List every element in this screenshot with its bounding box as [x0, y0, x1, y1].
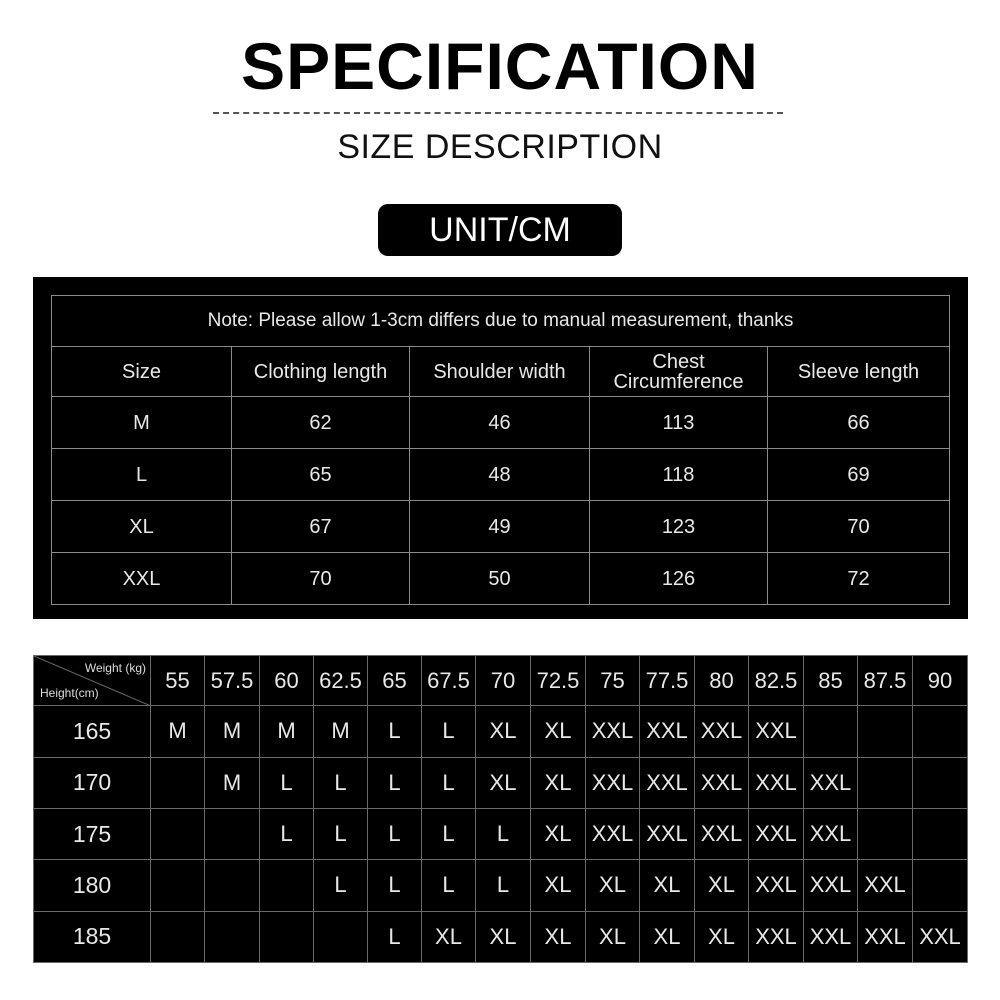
measurement-cell: 70 [232, 553, 410, 605]
recommended-size-cell: XXL [586, 706, 640, 757]
weight-header-cell: 85 [804, 656, 858, 706]
recommended-size-cell: XXL [804, 860, 858, 911]
recommended-size-cell: XL [586, 911, 640, 962]
measurement-cell: 70 [768, 501, 950, 553]
recommended-size-cell: XXL [858, 911, 913, 962]
recommended-size-cell: L [314, 860, 368, 911]
recommended-size-cell [858, 757, 913, 808]
column-header: Chest Circumference [590, 347, 768, 397]
recommended-size-cell: XL [531, 706, 586, 757]
measurement-cell: 49 [410, 501, 590, 553]
weight-header-cell: 90 [913, 656, 968, 706]
measurement-cell: 72 [768, 553, 950, 605]
recommended-size-cell: XXL [640, 706, 695, 757]
recommended-size-cell: XXL [749, 860, 804, 911]
size-recommendation-panel [33, 655, 968, 963]
recommended-size-cell [151, 808, 205, 859]
recommended-size-cell [205, 808, 260, 859]
column-header: Sleeve length [768, 347, 950, 397]
recommended-size-cell: XXL [695, 757, 749, 808]
table-row [34, 757, 968, 808]
weight-header-cell: 87.5 [858, 656, 913, 706]
recommended-size-cell: XL [695, 911, 749, 962]
measurement-cell: 67 [232, 501, 410, 553]
recommended-size-cell: XL [531, 757, 586, 808]
recommended-size-cell [913, 860, 968, 911]
recommended-size-cell: M [151, 706, 205, 757]
recommended-size-cell [858, 808, 913, 859]
size-cell: L [52, 449, 232, 501]
column-header: Clothing length [232, 347, 410, 397]
measurement-cell: 62 [232, 397, 410, 449]
table-row [52, 397, 950, 449]
size-cell: XL [52, 501, 232, 553]
recommended-size-cell: M [205, 757, 260, 808]
size-recommendation-table [33, 655, 968, 963]
recommended-size-cell: L [476, 808, 531, 859]
measurement-cell: 69 [768, 449, 950, 501]
recommended-size-cell: XL [476, 706, 531, 757]
size-cell: XXL [52, 553, 232, 605]
recommended-size-cell: L [422, 757, 476, 808]
recommended-size-cell: XXL [913, 911, 968, 962]
measurement-cell: 113 [590, 397, 768, 449]
recommended-size-cell: XXL [640, 808, 695, 859]
size-chart-panel [33, 277, 968, 619]
recommended-size-cell [804, 706, 858, 757]
recommended-size-cell [858, 706, 913, 757]
weight-header-row [34, 656, 968, 706]
table-row [34, 808, 968, 859]
measurement-cell: 118 [590, 449, 768, 501]
recommended-size-cell [913, 808, 968, 859]
weight-header-cell: 62.5 [314, 656, 368, 706]
recommended-size-cell: XL [586, 860, 640, 911]
recommended-size-cell: XL [640, 911, 695, 962]
recommended-size-cell: XL [476, 757, 531, 808]
table-row [52, 501, 950, 553]
recommended-size-cell [260, 860, 314, 911]
recommended-size-cell: L [368, 808, 422, 859]
weight-header-cell: 65 [368, 656, 422, 706]
recommended-size-cell: XXL [749, 757, 804, 808]
weight-header-cell: 67.5 [422, 656, 476, 706]
measurement-cell: 65 [232, 449, 410, 501]
recommended-size-cell: M [314, 706, 368, 757]
weight-axis-label: Weight (kg) [84, 661, 146, 675]
height-cell: 185 [34, 911, 151, 962]
recommended-size-cell: XL [531, 808, 586, 859]
recommended-size-cell [205, 860, 260, 911]
recommended-size-cell: XXL [586, 808, 640, 859]
table-row [52, 449, 950, 501]
recommended-size-cell [151, 911, 205, 962]
weight-header-cell: 72.5 [531, 656, 586, 706]
table-row [34, 706, 968, 757]
recommended-size-cell: XXL [804, 808, 858, 859]
unit-badge: UNIT/CM [378, 204, 622, 256]
size-chart-table [51, 295, 950, 605]
table-row [34, 911, 968, 962]
height-cell: 175 [34, 808, 151, 859]
weight-header-cell: 75 [586, 656, 640, 706]
recommended-size-cell: L [260, 757, 314, 808]
recommended-size-cell: XL [476, 911, 531, 962]
recommended-size-cell [151, 757, 205, 808]
recommended-size-cell: XXL [804, 911, 858, 962]
recommended-size-cell: XXL [695, 706, 749, 757]
weight-header-cell: 80 [695, 656, 749, 706]
recommended-size-cell: XXL [640, 757, 695, 808]
page-subtitle: SIZE DESCRIPTION [337, 128, 663, 166]
recommended-size-cell: L [422, 808, 476, 859]
recommended-size-cell [314, 911, 368, 962]
size-cell: M [52, 397, 232, 449]
recommended-size-cell: XL [640, 860, 695, 911]
height-cell: 180 [34, 860, 151, 911]
recommended-size-cell: L [476, 860, 531, 911]
recommended-size-cell: L [314, 757, 368, 808]
recommended-size-cell [151, 860, 205, 911]
page-title: SPECIFICATION [241, 29, 759, 103]
recommended-size-cell [205, 911, 260, 962]
recommended-size-cell: M [260, 706, 314, 757]
recommended-size-cell: M [205, 706, 260, 757]
recommended-size-cell: XXL [586, 757, 640, 808]
recommended-size-cell: XXL [858, 860, 913, 911]
dashed-divider [213, 112, 783, 114]
measurement-cell: 46 [410, 397, 590, 449]
recommended-size-cell: L [368, 757, 422, 808]
height-cell: 170 [34, 757, 151, 808]
recommended-size-cell: XL [531, 860, 586, 911]
recommended-size-cell: L [368, 911, 422, 962]
weight-height-corner-cell [34, 656, 151, 706]
recommended-size-cell: XXL [749, 911, 804, 962]
recommended-size-cell: L [368, 706, 422, 757]
recommended-size-cell: L [314, 808, 368, 859]
recommended-size-cell [913, 757, 968, 808]
recommended-size-cell: L [422, 706, 476, 757]
weight-header-cell: 82.5 [749, 656, 804, 706]
column-header: Shoulder width [410, 347, 590, 397]
recommended-size-cell: XXL [749, 706, 804, 757]
table-row [52, 553, 950, 605]
table-row [34, 860, 968, 911]
measurement-note: Note: Please allow 1-3cm differs due to manual measurement, thanks [52, 296, 950, 347]
measurement-cell: 123 [590, 501, 768, 553]
recommended-size-cell: XXL [804, 757, 858, 808]
measurement-cell: 126 [590, 553, 768, 605]
recommended-size-cell [913, 706, 968, 757]
weight-header-cell: 77.5 [640, 656, 695, 706]
recommended-size-cell: XL [422, 911, 476, 962]
recommended-size-cell: XL [531, 911, 586, 962]
size-chart-header-row [52, 347, 950, 397]
column-header: Size [52, 347, 232, 397]
height-cell: 165 [34, 706, 151, 757]
recommended-size-cell: L [368, 860, 422, 911]
weight-header-cell: 55 [151, 656, 205, 706]
weight-header-cell: 70 [476, 656, 531, 706]
weight-header-cell: 60 [260, 656, 314, 706]
recommended-size-cell [260, 911, 314, 962]
recommended-size-cell: XXL [695, 808, 749, 859]
recommended-size-cell: L [422, 860, 476, 911]
recommended-size-cell: L [260, 808, 314, 859]
measurement-cell: 66 [768, 397, 950, 449]
measurement-cell: 48 [410, 449, 590, 501]
recommended-size-cell: XL [695, 860, 749, 911]
recommended-size-cell: XXL [749, 808, 804, 859]
measurement-cell: 50 [410, 553, 590, 605]
height-axis-label: Height(cm) [40, 686, 99, 701]
weight-header-cell: 57.5 [205, 656, 260, 706]
